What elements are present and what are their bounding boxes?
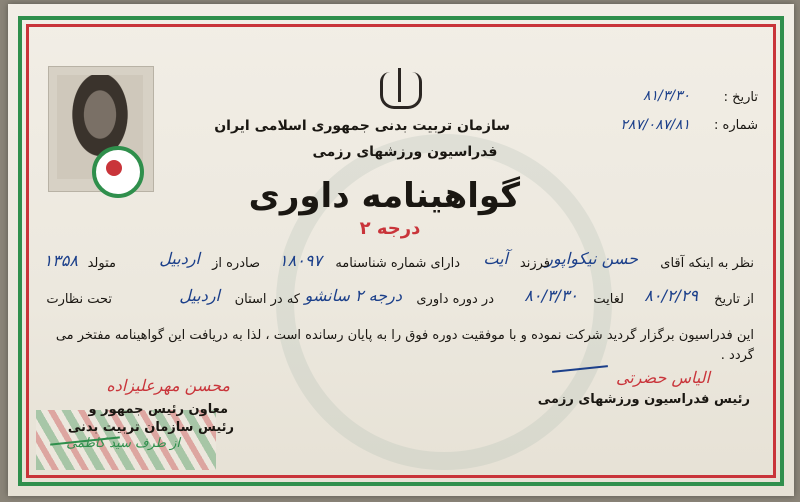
right-signature-title: رئیس فدراسیون ورزشهای رزمی bbox=[537, 392, 750, 407]
line1-text-3: دارای شماره شناسنامه bbox=[335, 256, 460, 271]
line1-text-4: صادره از bbox=[212, 256, 260, 271]
province-name: اردبیل bbox=[179, 286, 220, 305]
birth-year: ۱۳۵۸ bbox=[43, 251, 78, 270]
number-label: شماره : bbox=[714, 118, 758, 133]
line1-text-1: نظر به اینکه آقای bbox=[660, 256, 754, 271]
id-number: ۱۸۰۹۷ bbox=[279, 251, 322, 270]
date-value: ۸۱/۳/۳۰ bbox=[642, 88, 690, 104]
org-line-2: فدراسیون ورزشهای رزمی bbox=[312, 144, 498, 160]
father-name: آیت bbox=[483, 249, 508, 268]
line1-text-2: فرزند bbox=[519, 256, 550, 271]
left-signature-title-2: رئیس سازمان تربیت بدنی bbox=[67, 420, 234, 435]
holder-name: حسن نیکواپور bbox=[545, 249, 638, 268]
federation-seal-icon bbox=[92, 146, 144, 198]
right-signature-name: الیاس حضرتی bbox=[615, 368, 710, 387]
line2-text-4: که در استان bbox=[234, 292, 300, 307]
issued-place: اردبیل bbox=[159, 249, 200, 268]
left-signature-hand: از طرف سید کاظمی bbox=[66, 436, 180, 451]
certificate-degree: درجه ۲ bbox=[359, 218, 421, 239]
certificate-title: گواهینامه داوری bbox=[248, 176, 520, 216]
course-from-date: ۸۰/۲/۲۹ bbox=[644, 286, 698, 305]
course-name: درجه ۲ سانشو bbox=[304, 286, 402, 305]
number-value: ۲۸۷/۰۸۷/۸۱ bbox=[620, 117, 690, 133]
national-emblem-icon bbox=[380, 72, 422, 109]
line2-text-5: تحت نظارت bbox=[46, 292, 112, 307]
line2-text-2: لغایت bbox=[593, 292, 624, 307]
line2-text-1: از تاریخ bbox=[714, 292, 754, 307]
date-label: تاریخ : bbox=[723, 90, 758, 105]
org-line-1: سازمان تربیت بدنی جمهوری اسلامی ایران bbox=[214, 118, 510, 134]
left-signature-name: محسن مهرعلیزاده bbox=[106, 376, 230, 395]
line1-text-5: متولد bbox=[87, 256, 116, 271]
line2-text-3: در دوره داوری bbox=[416, 292, 494, 307]
completion-statement: این فدراسیون برگزار گردید شرکت نموده و با موفقیت دوره فوق را به پایان رسانده است ، لذا به دریافت این گواهینامه مفتخر می گردد . bbox=[55, 328, 754, 363]
left-signature-title-1: معاون رئیس جمهور و bbox=[88, 402, 228, 417]
course-to-date: ۸۰/۳/۳۰ bbox=[524, 286, 578, 305]
